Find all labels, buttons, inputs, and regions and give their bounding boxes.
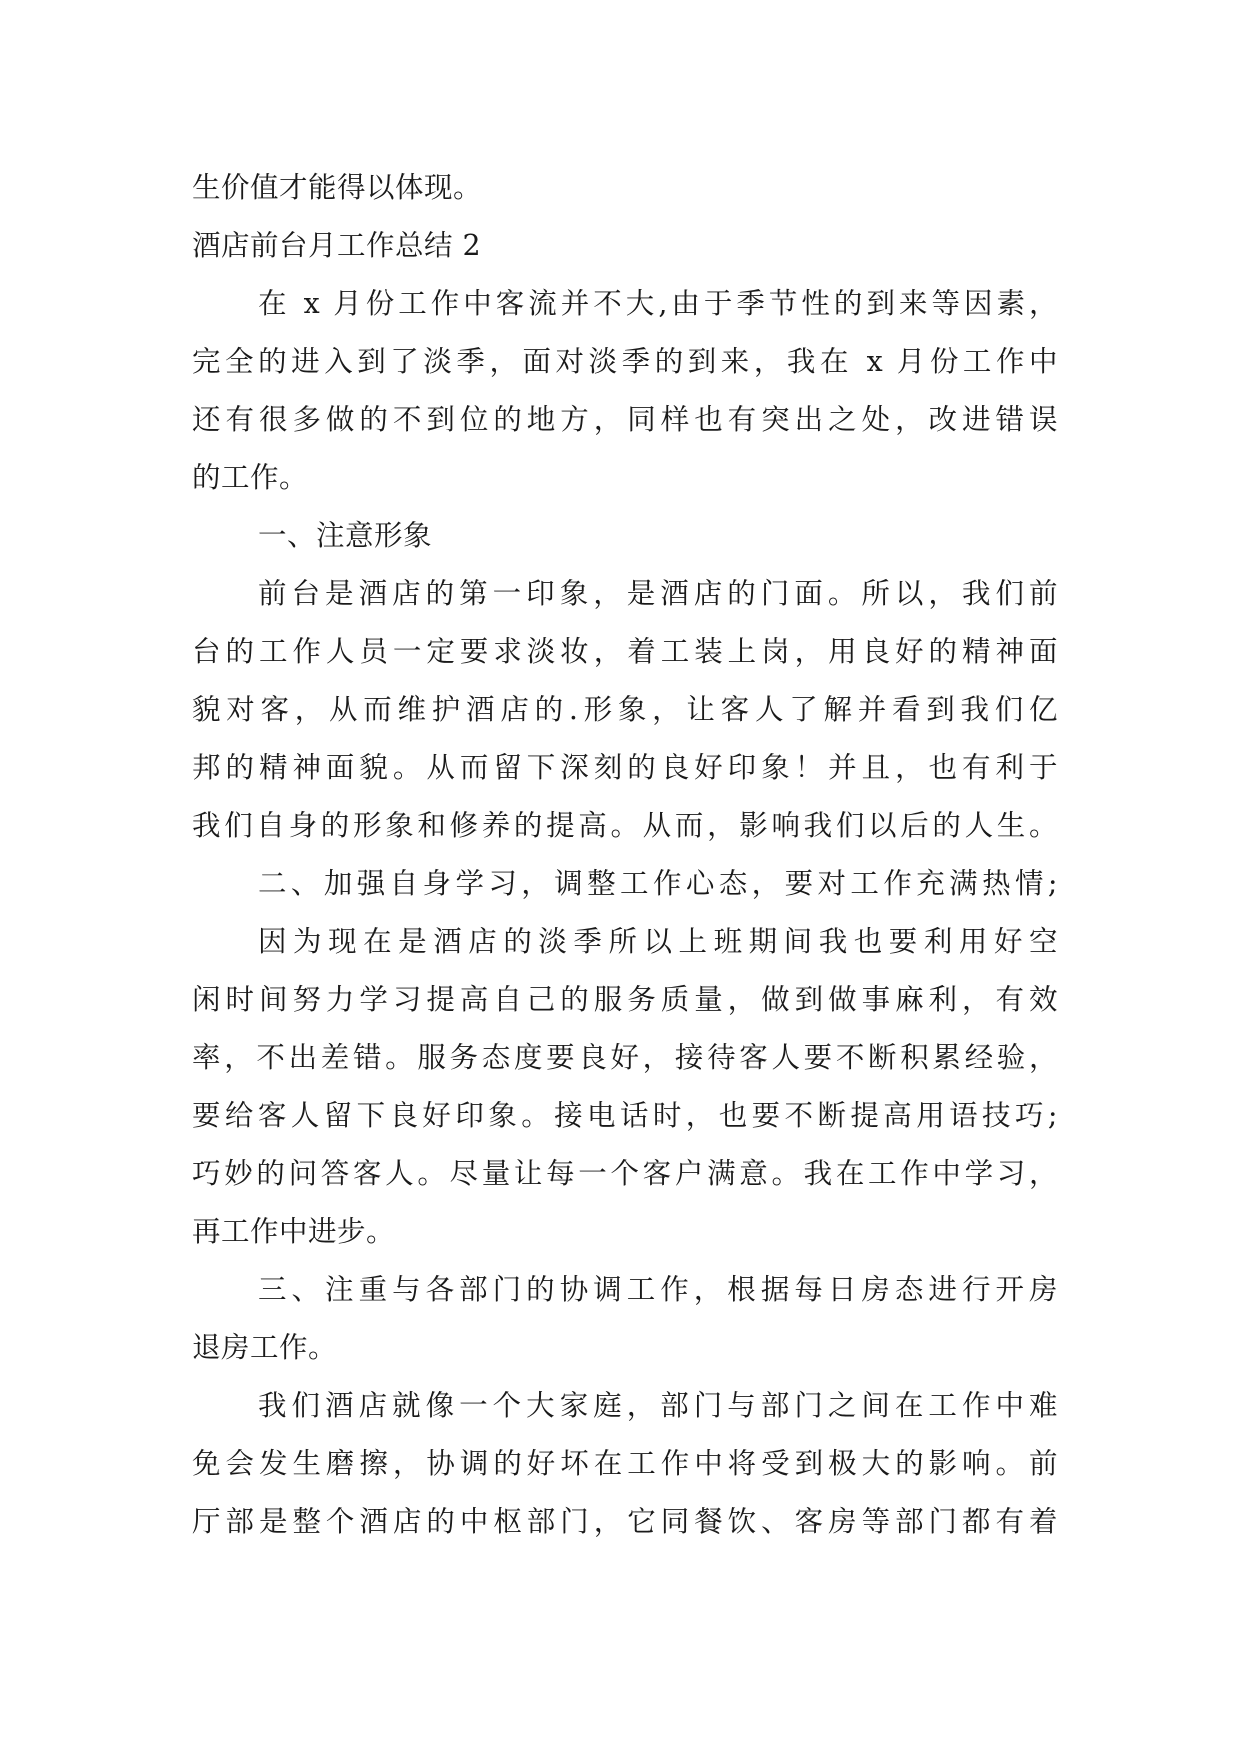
text-line-8: 前台是酒店的第一印象，是酒店的门面。所以，我们前: [258, 577, 1058, 610]
subheading-3: 三、注重与各部门的协调工作，根据每日房态进行开房: [258, 1273, 1058, 1306]
text-line-16: 率，不出差错。服务态度要良好，接待客人要不断积累经验，: [192, 1041, 1058, 1074]
text-line-3: 在 x 月份工作中客流并不大,由于季节性的到来等因素，: [258, 287, 1058, 320]
text-line-11: 邦的精神面貌。从而留下深刻的良好印象！并且，也有利于: [192, 751, 1058, 784]
text-line-14: 因为现在是酒店的淡季所以上班期间我也要利用好空: [258, 925, 1058, 958]
text-line-10: 貌对客，从而维护酒店的.形象，让客人了解并看到我们亿: [192, 693, 1058, 726]
section-heading: 酒店前台月工作总结 2: [192, 229, 482, 262]
text-line-4: 完全的进入到了淡季，面对淡季的到来，我在 x 月份工作中: [192, 345, 1058, 378]
text-line-5: 还有很多做的不到位的地方，同样也有突出之处，改进错误: [192, 403, 1058, 436]
text-line-24: 厅部是整个酒店的中枢部门，它同餐饮、客房等部门都有着: [192, 1505, 1058, 1538]
text-line-17: 要给客人留下良好印象。接电话时，也要不断提高用语技巧;: [192, 1099, 1058, 1132]
text-line-15: 闲时间努力学习提高自己的服务质量，做到做事麻利，有效: [192, 983, 1058, 1016]
text-line-9: 台的工作人员一定要求淡妆，着工装上岗，用良好的精神面: [192, 635, 1058, 668]
text-line-22: 我们酒店就像一个大家庭，部门与部门之间在工作中难: [258, 1389, 1058, 1422]
text-line-6: 的工作。: [192, 461, 309, 494]
text-line-23: 免会发生磨擦，协调的好坏在工作中将受到极大的影响。前: [192, 1447, 1058, 1480]
text-line-12: 我们自身的形象和修养的提高。从而，影响我们以后的人生。: [192, 809, 1058, 842]
text-line-19: 再工作中进步。: [192, 1215, 396, 1248]
text-line-21: 退房工作。: [192, 1331, 338, 1364]
text-line-1: 生价值才能得以体现。: [192, 171, 483, 204]
subheading-1: 一、注意形象: [258, 519, 433, 552]
text-line-18: 巧妙的问答客人。尽量让每一个客户满意。我在工作中学习，: [192, 1157, 1058, 1190]
subheading-2: 二、加强自身学习，调整工作心态，要对工作充满热情;: [258, 867, 1058, 900]
